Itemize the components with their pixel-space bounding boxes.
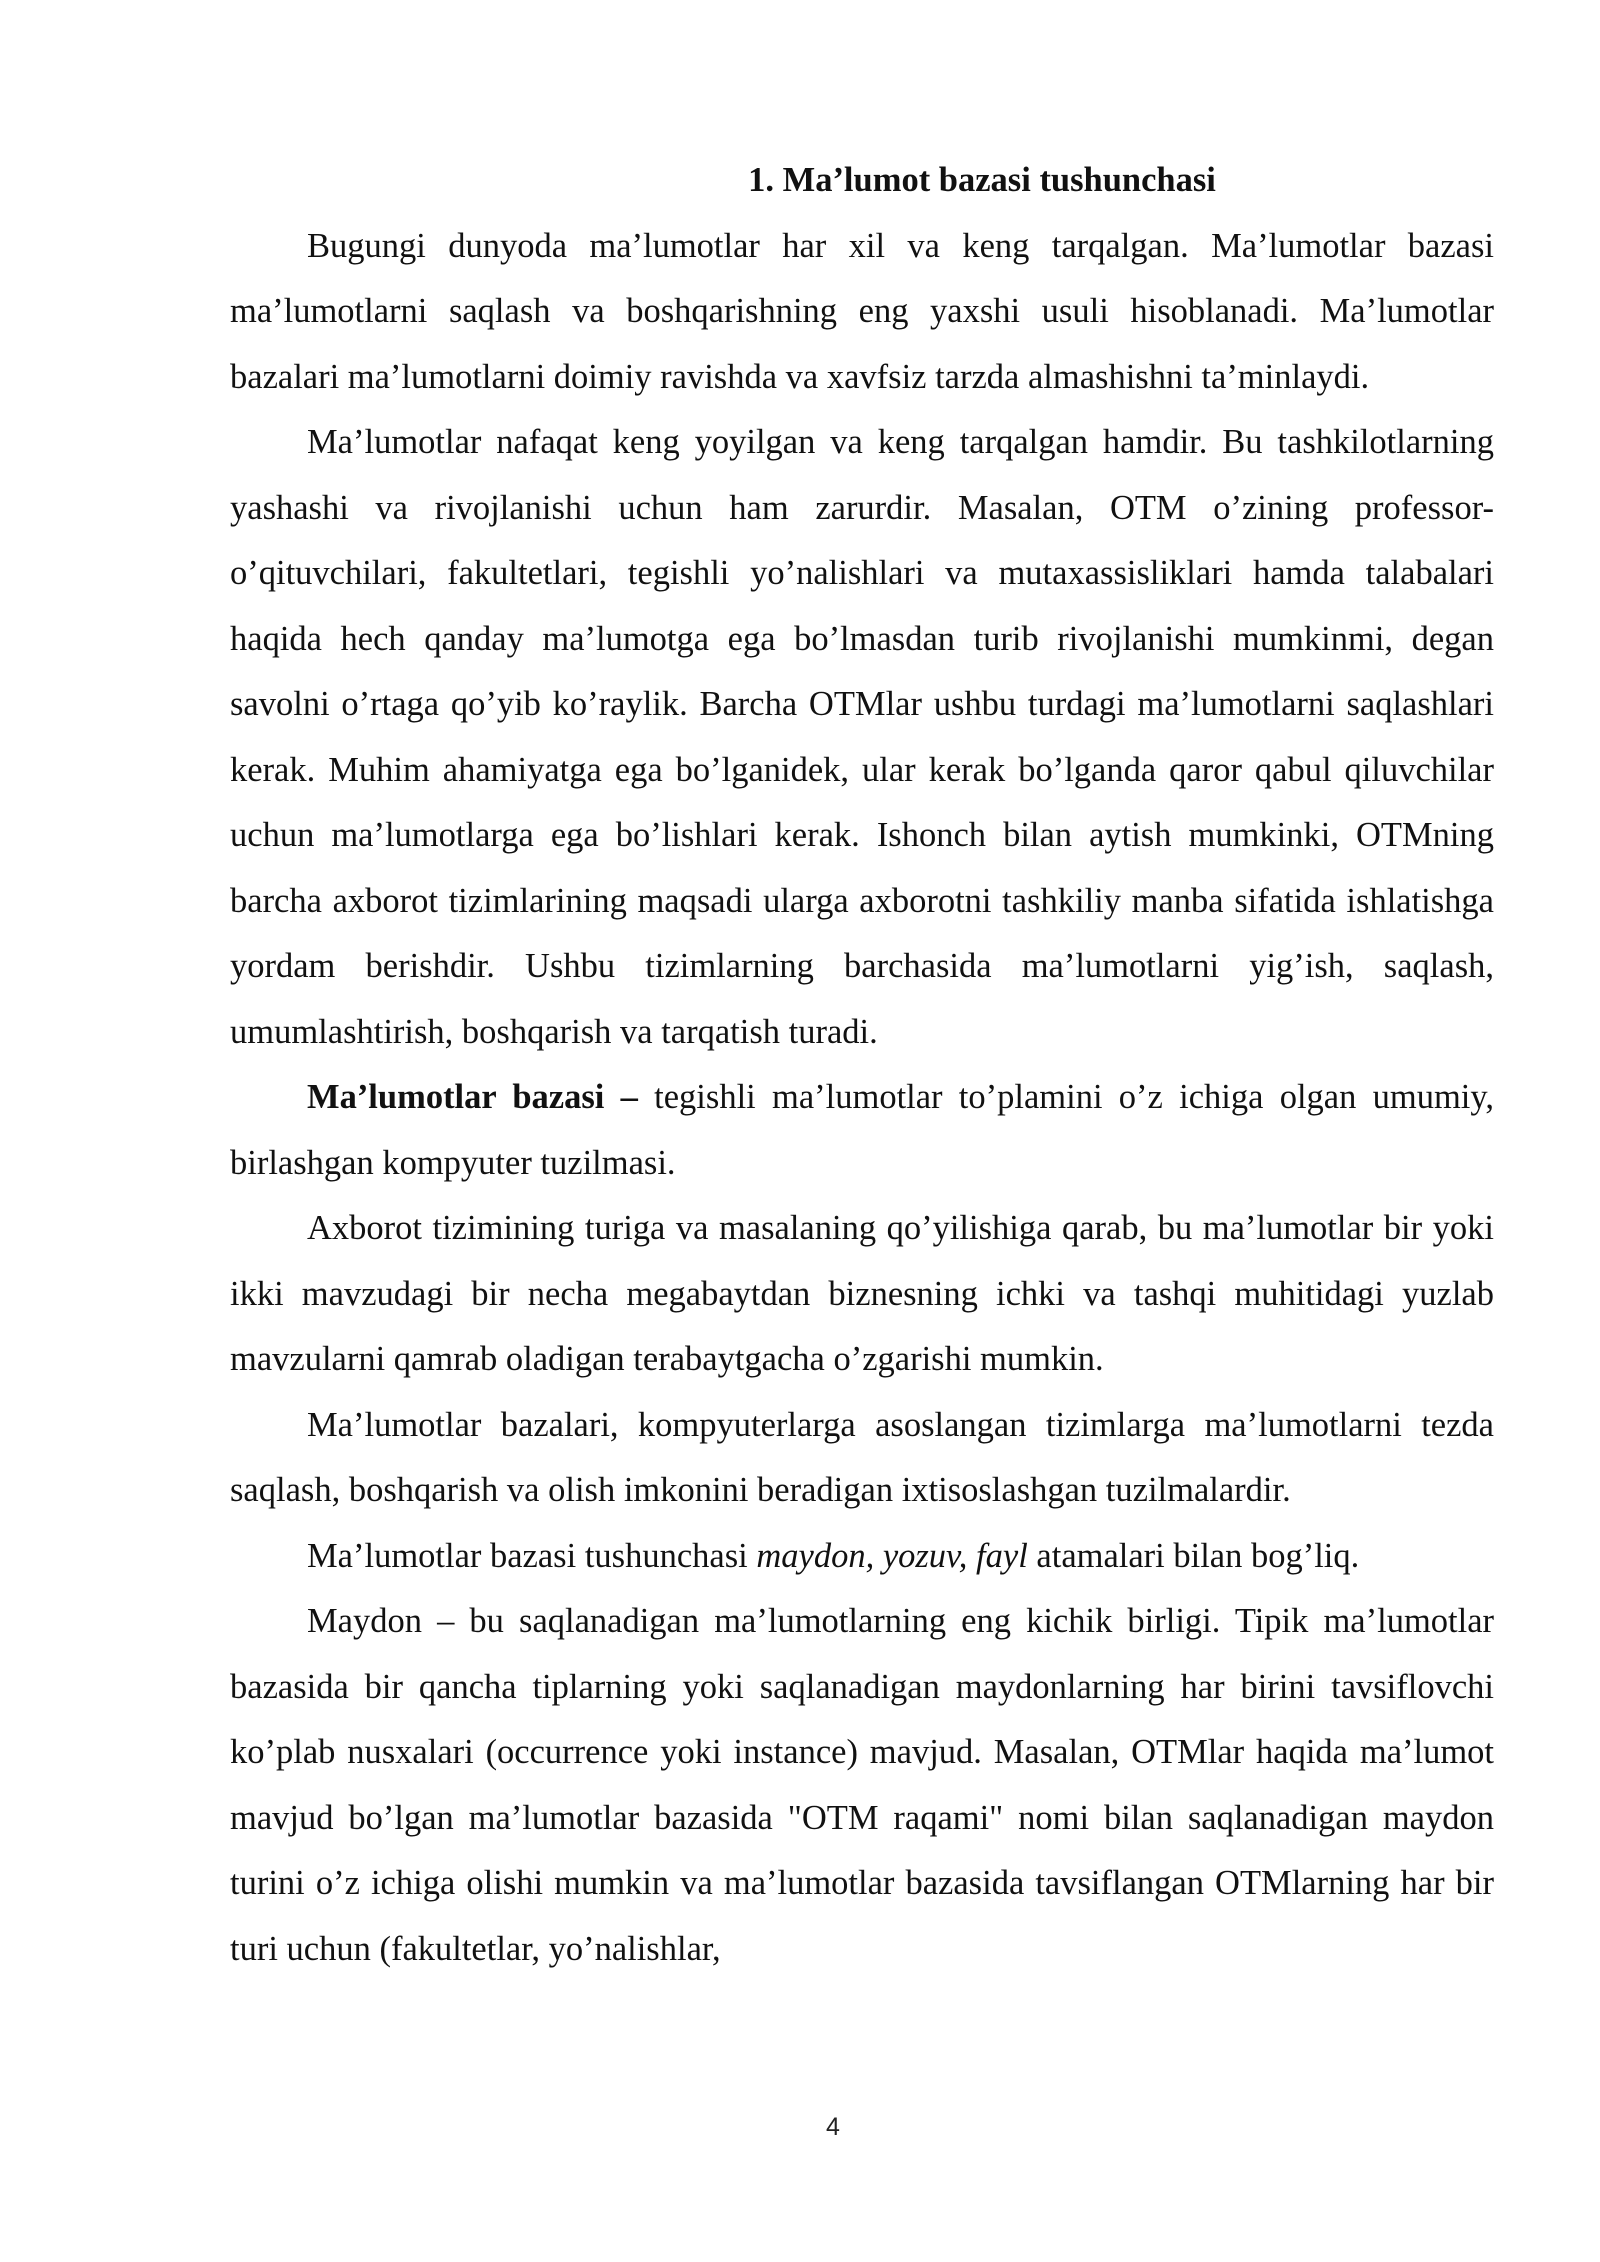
paragraph-information-system xyxy=(230,1196,1494,1393)
paragraph-text: Axborot tizimining turiga va masalaning qo’yilishiga qarab, bu ma’lumotlar bir yoki ikki mavzudagi bir necha megabaytdan biznesning ichki va tashqi muhitidagi yuzlab mavzularni qamrab oladigan terabaytgacha o’zgarishi mumkin. xyxy=(230,1209,1494,1378)
definition-term: Ma’lumotlar bazasi – xyxy=(307,1078,638,1116)
paragraph-text: atamalari bilan bog’liq. xyxy=(1027,1536,1360,1575)
emphasized-terms: maydon, yozuv, fayl xyxy=(756,1536,1028,1575)
paragraph-text: tegishli ma’lumotlar to’plamini o’z ichiga olgan umumiy, birlashgan kompyuter tuzilmasi. xyxy=(230,1078,1494,1182)
paragraph-text: Bugungi dunyoda ma’lumotlar har xil va keng tarqalgan. Ma’lumotlar bazasi ma’lumotlarni saqlash va boshqarishning eng yaxshi usuli hisoblanadi. Ma’lumotlar bazalari ma’lumotlarni doimiy ravishda va xavfsiz tarzda almashishni ta’minlaydi. xyxy=(230,226,1494,396)
page-number: 4 xyxy=(826,2113,840,2141)
paragraph-intro xyxy=(230,214,1494,411)
document-page xyxy=(230,148,1494,1982)
paragraph-concepts xyxy=(230,1524,1494,1590)
paragraph-text: Ma’lumotlar bazasi tushunchasi xyxy=(307,1536,757,1575)
paragraph-text: Maydon – bu saqlanadigan ma’lumotlarning eng kichik birligi. Tipik ma’lumotlar bazasida bir qancha tiplarning yoki saqlanadigan maydonlarning har birini tavsiflovchi ko’plab nusxalari (occurrence yoki instance) mavjud. Masalan, OTMlar haqida ma’lumot mavjud bo’lgan ma’lumotlar bazasida "OTM raqami" nomi bilan saqlanadigan maydon turini o’z ichiga olishi mumkin va ma’lumotlar bazasida tavsiflangan OTMlarning har bir turi uchun (fakultetlar, yo’nalishlar, xyxy=(230,1602,1494,1968)
paragraph-structures xyxy=(230,1393,1494,1524)
paragraph-organizations xyxy=(230,410,1494,1065)
paragraph-text: Ma’lumotlar nafaqat keng yoyilgan va keng tarqalgan hamdir. Bu tashkilotlarning yashashi va rivojlanishi uchun ham zarurdir. Masalan, OTM o’zining professor-o’qituvchilari, fakultetlari, tegishli yo’nalishlari va mutaxassisliklari hamda talabalari haqida hech qanday ma’lumotga ega bo’lmasdan turib rivojlanishi mumkinmi, degan savolni o’rtaga qo’yib ko’raylik. Barcha OTMlar ushbu turdagi ma’lumotlarni saqlashlari kerak. Muhim ahamiyatga ega bo’lganidek, ular kerak bo’lganda qaror qabul qiluvchilar uchun ma’lumotlarga ega bo’lishlari kerak. Ishonch bilan aytish mumkinki, OTMning barcha axborot tizimlarining maqsadi ularga axborotni tashkiliy manba sifatida ishlatishga yordam berishdir. Ushbu tizimlarning barchasida ma’lumotlarni yig’ish, saqlash, umumlashtirish, boshqarish va tarqatish turadi. xyxy=(230,423,1494,1051)
paragraph-field xyxy=(230,1589,1494,1982)
paragraph-text: Ma’lumotlar bazalari, kompyuterlarga asoslangan tizimlarga ma’lumotlarni tezda saqlash, boshqarish va olish imkonini beradigan ixtisoslashgan tuzilmalardir. xyxy=(230,1405,1494,1509)
section-title: 1. Ma’lumot bazasi tushunchasi xyxy=(748,161,1216,199)
paragraph-definition xyxy=(230,1065,1494,1196)
